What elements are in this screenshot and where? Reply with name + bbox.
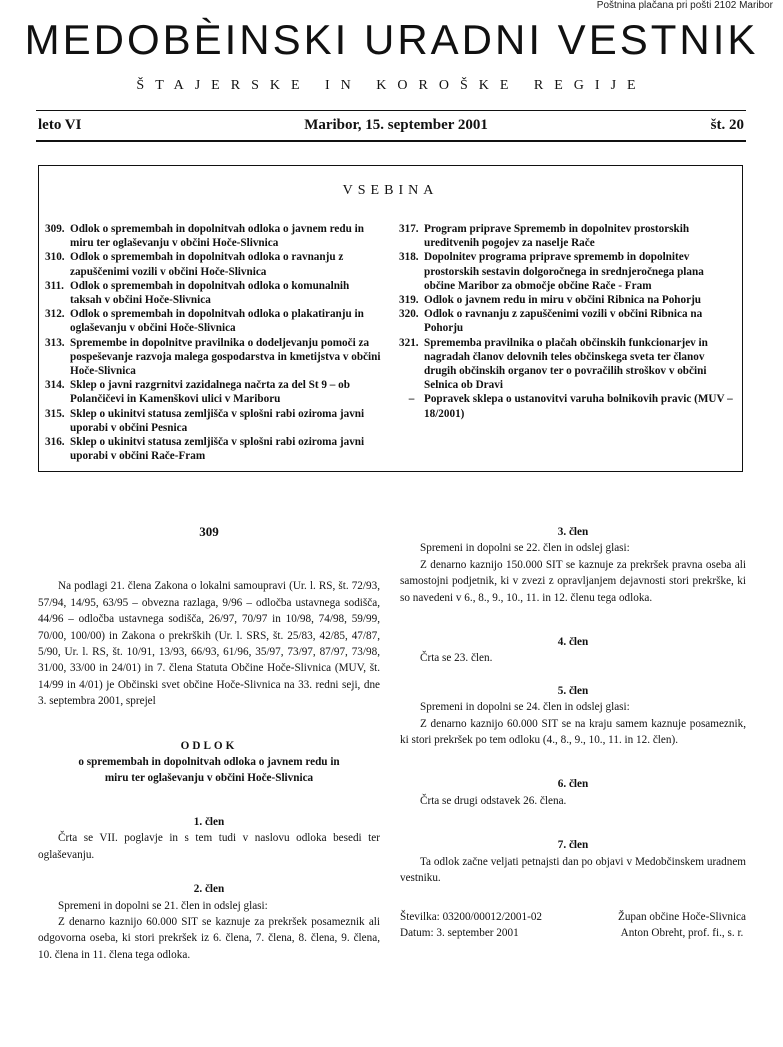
issue-line xyxy=(38,117,744,134)
toc-item-text: Sklep o ukinitvi statusa zemljišča v splošni rabi oziroma javni uporabi v občini Pesnica xyxy=(70,407,365,434)
document-number: Številka: 03200/00012/2001-02 xyxy=(400,910,543,923)
masthead-title: MEDOBÈINSKI URADNI VESTNIK xyxy=(24,16,759,63)
clen-7-title: 7. člen xyxy=(557,839,589,852)
region-subtitle: ŠTAJERSKE IN KOROŠKE REGIJE xyxy=(136,78,647,93)
clen-2-intro: Spremeni in dopolni se 21. člen in odslej glasi: xyxy=(58,899,268,912)
clen-1-text: Črta se VII. poglavje in s tem tudi v naslovu odloka besedi ter oglaševanju. xyxy=(38,832,380,861)
right-text-column xyxy=(400,524,746,941)
clen-1-title: 1. člen xyxy=(193,815,225,828)
toc-item-text: Odlok o javnem redu in miru v občini Ribnica na Pohorju xyxy=(424,294,702,307)
table-of-contents xyxy=(38,165,743,472)
toc-item-number: 320. xyxy=(399,308,419,321)
toc-item-text: Dopolnitev programa priprave sprememb in dopolnitev prostorskih sestavin dolgoročnega in srednjeročnega plana občine Maribor za območje občine Rače - Fram xyxy=(424,251,704,292)
toc-item-number: 318. xyxy=(399,251,419,264)
toc-item-text: Sprememba pravilnika o plačah občinskih funkcionarjev in nagradah članov delovnih teles občinskega sveta ter članov drugih občinskih organov ter o povračilih stroškov v občini Selnica ob Dravi xyxy=(424,336,708,392)
toc-item-text: Odlok o spremembah in dopolnitvah odloka o ravnanju z zapuščenimi vozili v občini Hoče-Slivnica xyxy=(70,251,344,278)
toc-item[interactable] xyxy=(399,336,735,393)
issue-date: Maribor, 15. september 2001 xyxy=(304,117,488,133)
toc-item[interactable] xyxy=(45,435,381,463)
toc-item[interactable] xyxy=(399,293,735,307)
clen-3-text: Z denarno kaznijo 150.000 SIT se kaznuje za prekršek pravna oseba ali samostojni podjetnik, ki v zvezi z opravljanjem dejavnosti stori prekrške, ki so navedeni v 6., 8., 9., 10., 11. in 12. členu tega odloka. xyxy=(400,558,746,604)
odlok-subtitle: o spremembah in dopolnitvah odloka o javnem redu in miru ter oglaševanju v občini Hoče-Slivnica xyxy=(78,756,340,785)
preamble: Na podlagi 21. člena Zakona o lokalni samoupravi (Ur. l. RS, št. 72/93, 57/94, 14/95, 63/95 – obvezna razlaga, 9/96 – odločba ustavnega sodišča, 44/96 – odločba ustavnega sodišča, 26/97, 70/97 in 10/98, 74/98, 59/99, 70/00, 100/00) in Zakona o prekrških (Ur. l. SRS, št. 25/83, 42/85, 47/87, 5/90, Ur. l. RS, št. 10/91, 13/93, 66/93, 61/96, 35/97, 73/97, 87/97, 73/98, 31/00, 33/00 in 24/01) in 7. člena Statuta Občine Hoče-Slivnica (MUV, št. 14/99 in 4/01) je Občinski svet občine Hoče-Slivnica na 33. redni seji, dne 3. septembra 2001, sprejel xyxy=(38,580,380,708)
toc-item-text: Sklep o javni razgrnitvi zazidalnega načrta za del St 9 – ob Polančičevi in Kamenškovi ulici v Mariboru xyxy=(70,379,350,406)
clen-3-title: 3. člen xyxy=(557,526,589,538)
toc-item-number: 317. xyxy=(399,223,419,235)
clen-5-title: 5. člen xyxy=(557,684,589,697)
toc-left-column xyxy=(45,222,381,463)
toc-item[interactable] xyxy=(399,392,735,420)
toc-item-number: 316. xyxy=(45,436,65,449)
clen-6-title: 6. člen xyxy=(557,778,589,791)
mayor-name: Anton Obreht, prof. fi., s. r. xyxy=(620,926,744,939)
toc-item-text: Odlok o spremembah in dopolnitvah odloka o komunalnih taksah v občini Hoče-Slivnica xyxy=(70,279,350,307)
clen-2-title: 2. člen xyxy=(193,883,225,896)
toc-item-number: 315. xyxy=(45,407,65,420)
toc-item-number: – xyxy=(408,393,415,406)
toc-right-column xyxy=(399,222,735,421)
clen-4-title: 4. člen xyxy=(557,636,589,649)
mayor-title: Župan občine Hoče-Slivnica xyxy=(618,910,746,923)
toc-item-number: 310. xyxy=(45,251,65,264)
toc-item-number: 321. xyxy=(399,336,419,349)
toc-item[interactable] xyxy=(399,222,735,250)
signature-right xyxy=(618,909,746,942)
clen-5-intro: Spremeni in dopolni se 24. člen in odslej glasi: xyxy=(420,701,630,714)
odlok-title: ODLOK xyxy=(180,739,238,752)
toc-item-text: Odlok o spremembah in dopolnitvah odloka o plakatiranju in oglaševanju v občini Hoče-Slivnica xyxy=(70,308,364,335)
toc-item[interactable] xyxy=(45,250,381,278)
toc-item[interactable] xyxy=(45,407,381,435)
article-number: 309 xyxy=(199,524,219,539)
toc-item-text: Spremembe in dopolnitve pravilnika o dodeljevanju pomoči za pospeševanje razvoja malega gospodarstva in kmetijstva v občini Hoče-Slivnica xyxy=(70,336,381,378)
left-text-column xyxy=(38,524,380,963)
postage-note: Poštnina plačana pri pošti 2102 Maribor xyxy=(596,0,773,11)
toc-item[interactable] xyxy=(45,222,381,250)
toc-item-text: Odlok o spremembah in dopolnitvah odloka o javnem redu in miru ter oglaševanju v občini Hoče-Slivnica xyxy=(70,223,364,250)
toc-item-number: 313. xyxy=(45,336,65,349)
toc-item-text: Program priprave Sprememb in dopolnitev prostorskih ureditvenih pogojev za naselje Rače xyxy=(424,223,690,250)
signature-left xyxy=(400,909,542,942)
toc-item-number: 311. xyxy=(45,279,64,292)
clen-3-intro: Spremeni in dopolni se 22. člen in odslej glasi: xyxy=(420,542,630,555)
top-rule xyxy=(36,110,746,111)
toc-item-number: 314. xyxy=(45,379,65,392)
clen-7-text: Ta odlok začne veljati petnajsti dan po objavi v Medobčinskem uradnem vestniku. xyxy=(400,855,746,885)
toc-item-text: Odlok o ravnanju z zapuščenimi vozili v občini Ribnica na Pohorju xyxy=(424,308,703,335)
bottom-rule xyxy=(36,140,746,142)
toc-item-text: Sklep o ukinitvi statusa zemljišča v splošni rabi oziroma javni uporabi v občini Rače-Fram xyxy=(70,436,365,463)
issue-year: leto VI xyxy=(38,117,82,133)
toc-item[interactable] xyxy=(45,378,381,406)
toc-item-number: 319. xyxy=(399,294,419,307)
toc-item[interactable] xyxy=(399,307,735,335)
clen-6-text: Črta se drugi odstavek 26. člena. xyxy=(420,794,567,807)
toc-item-number: 312. xyxy=(45,308,65,321)
toc-title: VSEBINA xyxy=(342,183,439,198)
signature-block xyxy=(400,909,746,942)
issue-number: št. 20 xyxy=(710,117,744,133)
clen-4-text: Črta se 23. člen. xyxy=(420,652,493,665)
document-date: Datum: 3. september 2001 xyxy=(400,926,519,939)
toc-item[interactable] xyxy=(45,336,381,379)
clen-5-text: Z denarno kaznijo 60.000 SIT se na kraju samem kaznuje posameznik, ki stori prekršek po tem odloku (4., 8., 9., 10., 11. in 12. člen). xyxy=(400,717,746,747)
clen-2-text: Z denarno kaznijo 60.000 SIT se kaznuje za prekršek posameznik ali odgovorna oseba, ki stori prekršek iz 6. člena, 7. člena, 8. člena, 9. člena, 10. člena in 11. člena tega odloka. xyxy=(38,915,380,961)
toc-item[interactable] xyxy=(45,279,381,307)
toc-item-text: Popravek sklepa o ustanovitvi varuha bolnikovih pravic (MUV – 18/2001) xyxy=(424,393,733,420)
toc-item[interactable] xyxy=(399,250,735,293)
toc-item-number: 309. xyxy=(45,223,65,235)
toc-item[interactable] xyxy=(45,307,381,335)
